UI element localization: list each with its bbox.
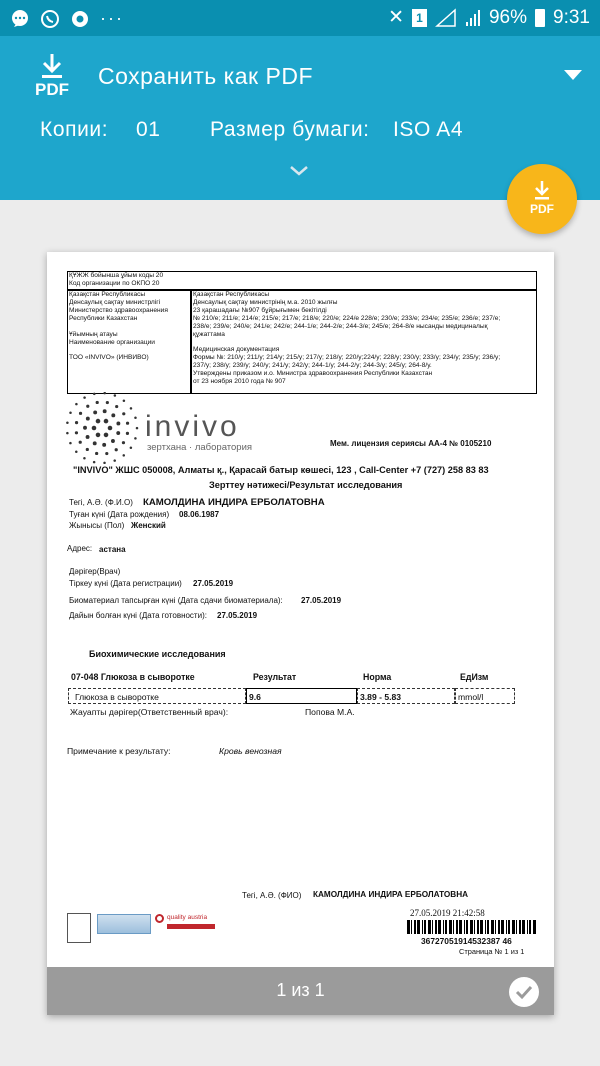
sex-value: Женский (131, 521, 166, 530)
sex-label: Жынысы (Пол) (69, 521, 125, 530)
page-indicator: 1 из 1 (276, 980, 325, 1000)
birth-label: Туған күні (Дата рождения) (69, 510, 170, 519)
note-value: Кровь венозная (219, 746, 282, 756)
fab-label: PDF (530, 202, 554, 216)
row-norm: 3.89 - 5.83 (360, 692, 402, 702)
status-bar (0, 0, 600, 36)
ready-label: Дайын болған күні (Дата готовности): (69, 611, 207, 620)
row-unit: mmol/l (458, 692, 484, 702)
kc-logo (67, 913, 91, 943)
okpo-line-2: Код организации по ОКПО 20 (69, 280, 160, 287)
printer-dropdown-icon[interactable] (564, 70, 582, 80)
organization-line: "INVIVO" ЖШС 050008, Алматы қ., Қарасай батыр көшесі, 123 , Call-Center +7 (727) 258 83 83 (73, 465, 489, 475)
download-pdf-button[interactable] (507, 164, 577, 234)
battery-percent: 96% (488, 6, 528, 28)
row-test: Глюкоза в сыворотке (75, 692, 159, 702)
print-options-header (0, 36, 600, 200)
timestamp: 27.05.2019 21:42:58 (410, 908, 485, 918)
reg-value: 27.05.2019 (193, 579, 234, 588)
check-icon (509, 977, 539, 1007)
result-title: Зерттеу нәтижесі/Результат исследования (209, 480, 403, 490)
page-preview[interactable] (47, 252, 554, 1015)
save-pdf-icon (30, 52, 74, 102)
printer-select[interactable]: Сохранить как PDF (98, 63, 313, 89)
bio-value: 27.05.2019 (301, 596, 342, 605)
signal-2-icon (465, 8, 481, 28)
bio-label: Биоматериал тапсырған күні (Дата сдачи биоматериала): (69, 596, 283, 605)
ministry-block: Қазақстан Республикасы Денсаулық сақтау министрлігі Министерство здравоохранения Республики Казахстан Ұйымның атауы Наименование организации ТОО «INVIVO» (ИНВИВО) (69, 291, 168, 362)
sms-icon (10, 9, 30, 29)
chevron-down-icon[interactable] (288, 164, 310, 178)
whatsapp-icon (40, 9, 60, 29)
ready-value: 27.05.2019 (217, 611, 258, 620)
fio-value: КАМОЛДИНА ИНДИРА ЕРБОЛАТОВНА (143, 497, 325, 508)
okpo-line-1: ҚҰЖЖ бойынша ұйым коды 20 (69, 272, 164, 279)
copies-value[interactable]: 01 (136, 118, 161, 141)
row-result-cell (246, 688, 357, 704)
barcode-number: 36727051914532387 46 (421, 936, 512, 946)
reg-label: Тіркеу күні (Дата регистрации) (69, 579, 182, 588)
license: Мем. лицензия сериясы АА-4 № 0105210 (330, 439, 492, 448)
chrome-icon (70, 9, 90, 29)
quality-austria-logo: quality austria (155, 914, 217, 938)
copies-label: Копии: (40, 118, 109, 141)
signal-icon (435, 8, 457, 28)
doctor-label: Дәрігер(Врач) (69, 567, 121, 576)
page-selected-checkbox[interactable] (509, 977, 539, 1007)
barcode (407, 920, 537, 934)
col-test: 07-048 Глюкоза в сыворотке (71, 672, 195, 682)
accreditation-logo (97, 914, 151, 934)
more-notifications-icon: ··· (100, 8, 124, 28)
col-unit: ЕдИзм (460, 672, 489, 682)
signature-value: КАМОЛДИНА ИНДИРА ЕРБОЛАТОВНА (313, 890, 469, 899)
address-label: Адрес: (67, 544, 93, 553)
mute-icon: ✕ (388, 7, 404, 28)
note-label: Примечание к результату: (67, 746, 171, 756)
col-result: Результат (253, 672, 297, 682)
section-title: Биохимические исследования (89, 649, 226, 659)
invivo-logo-icon (65, 392, 139, 464)
col-norm: Норма (363, 672, 392, 682)
pdf-icon-label: PDF (35, 80, 69, 99)
logo-subtitle: зертхана · лаборатория (147, 442, 253, 453)
responsible-value: Попова М.А. (305, 707, 355, 717)
address-value: астана (99, 545, 126, 554)
responsible-label: Жауапты дәрігер(Ответственный врач): (70, 707, 229, 717)
fio-label: Тегі, А.Ә. (Ф.И.О) (69, 498, 133, 507)
paper-size-label: Размер бумаги: (210, 118, 370, 141)
logo-wordmark: invivo (145, 410, 240, 443)
forms-block: Қазақстан Республикасы Денсаулық сақтау министрінің м.а. 2010 жылғы 23 қарашадағы №907 бұйрығымен бекітілді № 210/е; 211/е; 214/е; 215/е; 217/е; 218/е; 220/е; 224/е 228/е; 230/е; 233/е; 234/е; 235/е; 236/е; 237/е; 238/е; 239/е; 240/е; 241/е; 242/е; 244-1/е; 244-2/е; 244-3/е; 245/е; 264-8/е нысанды медициналық құжаттама Медицинская документация Формы №: 210/у; 211/у; 214/у; 215/у; 217/у; 218/у; 220/у;224/у; 228/у; 230/у; 233/у; 234/у; 235/у; 236/у; 237/у; 238/у; 239/у; 240/у; 241/у; 242/у; 244-1/у; 244-2/у; 244-3/у; 245/у; 264-8/у. Утверждены приказом и.о. Министра здравоохранения Республики Казахстан от 23 ноября 2010 года № 907 (193, 291, 501, 386)
page-selector-bar (47, 967, 554, 1015)
clock: 9:31 (553, 6, 590, 28)
page-number: Страница № 1 из 1 (459, 947, 525, 956)
paper-size-value[interactable]: ISO A4 (393, 118, 464, 141)
signature-label: Тегі, А.Ә. (ФИО) (242, 891, 302, 900)
sim-icon: 1 (412, 9, 427, 27)
birth-value: 08.06.1987 (179, 510, 220, 519)
row-result: 9.6 (249, 692, 261, 702)
battery-icon (535, 9, 545, 27)
